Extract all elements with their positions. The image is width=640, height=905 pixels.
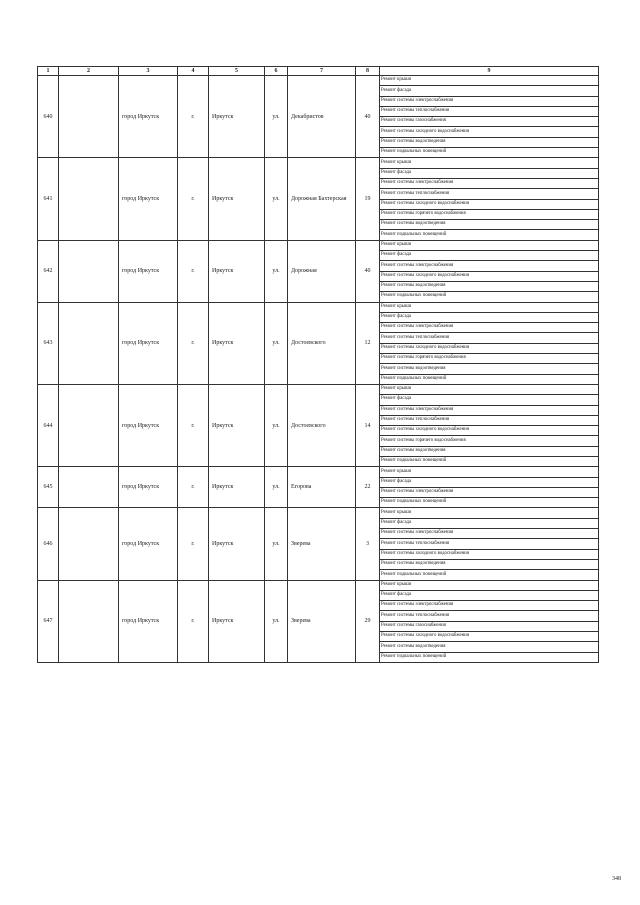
street-cell: Достоевского xyxy=(288,384,356,466)
work-item: Ремонт подвальных помещений xyxy=(380,374,599,384)
work-item: Ремонт системы водоотведения xyxy=(380,220,599,230)
work-item: Ремонт системы водоотведения xyxy=(380,446,599,456)
street-cell: Дорожная xyxy=(288,240,356,302)
work-item: Ремонт системы электроснабжения xyxy=(380,323,599,333)
city-type-cell: г. xyxy=(178,302,209,384)
city-cell: город Иркутск xyxy=(119,467,178,508)
work-item: Ремонт системы теплоснабжения xyxy=(380,611,599,621)
work-item: Ремонт крыши xyxy=(380,302,599,312)
header-cell: 1 xyxy=(38,67,59,76)
work-item: Ремонт фасада xyxy=(380,518,599,528)
table-row xyxy=(38,76,599,86)
work-item: Ремонт системы газоснабжения xyxy=(380,621,599,631)
work-item: Ремонт системы водоотведения xyxy=(380,281,599,291)
street-type-cell: ул. xyxy=(265,302,288,384)
house-number-cell: 29 xyxy=(356,580,380,662)
street-cell: Зверева xyxy=(288,580,356,662)
header-cell: 9 xyxy=(380,67,599,76)
work-item: Ремонт системы газоснабжения xyxy=(380,117,599,127)
header-cell: 6 xyxy=(265,67,288,76)
work-item: Ремонт системы холодного водоснабжения xyxy=(380,426,599,436)
table-body xyxy=(38,76,599,663)
empty-cell xyxy=(59,302,119,384)
city-cell: город Иркутск xyxy=(119,76,178,158)
work-item: Ремонт подвальных помещений xyxy=(380,230,599,240)
header-cell: 7 xyxy=(288,67,356,76)
house-number-cell: 19 xyxy=(356,158,380,240)
settlement-cell: Иркутск xyxy=(209,158,265,240)
table-row xyxy=(38,302,599,312)
work-item: Ремонт фасада xyxy=(380,168,599,178)
work-item: Ремонт системы электроснабжения xyxy=(380,405,599,415)
header-cell: 2 xyxy=(59,67,119,76)
work-item: Ремонт системы теплоснабжения xyxy=(380,106,599,116)
city-cell: город Иркутск xyxy=(119,302,178,384)
street-cell: Декабристов xyxy=(288,76,356,158)
street-type-cell: ул. xyxy=(265,467,288,508)
street-type-cell: ул. xyxy=(265,508,288,580)
work-item: Ремонт системы холодного водоснабжения xyxy=(380,343,599,353)
house-number-cell: 40 xyxy=(356,76,380,158)
street-type-cell: ул. xyxy=(265,240,288,302)
street-type-cell: ул. xyxy=(265,76,288,158)
work-item: Ремонт системы электроснабжения xyxy=(380,487,599,497)
header-cell: 4 xyxy=(178,67,209,76)
work-item: Ремонт системы холодного водоснабжения xyxy=(380,127,599,137)
work-item: Ремонт фасада xyxy=(380,312,599,322)
work-item: Ремонт системы водоотведения xyxy=(380,364,599,374)
street-type-cell: ул. xyxy=(265,580,288,662)
empty-cell xyxy=(59,467,119,508)
city-type-cell: г. xyxy=(178,240,209,302)
city-type-cell: г. xyxy=(178,384,209,466)
street-type-cell: ул. xyxy=(265,158,288,240)
row-number: 644 xyxy=(38,384,59,466)
work-item: Ремонт системы теплоснабжения xyxy=(380,415,599,425)
work-item: Ремонт системы электроснабжения xyxy=(380,261,599,271)
header-cell: 5 xyxy=(209,67,265,76)
work-item: Ремонт крыши xyxy=(380,76,599,86)
settlement-cell: Иркутск xyxy=(209,580,265,662)
street-cell: Достоевского xyxy=(288,302,356,384)
row-number: 645 xyxy=(38,467,59,508)
work-item: Ремонт системы электроснабжения xyxy=(380,96,599,106)
city-type-cell: г. xyxy=(178,158,209,240)
table-row xyxy=(38,240,599,250)
work-item: Ремонт системы холодного водоснабжения xyxy=(380,632,599,642)
table-row xyxy=(38,467,599,477)
work-item: Ремонт системы электроснабжения xyxy=(380,178,599,188)
house-number-cell: 12 xyxy=(356,302,380,384)
row-number: 643 xyxy=(38,302,59,384)
works-table xyxy=(37,66,599,663)
street-cell: Зверева xyxy=(288,508,356,580)
work-item: Ремонт системы горячего водоснабжения xyxy=(380,209,599,219)
work-item: Ремонт системы водоотведения xyxy=(380,642,599,652)
work-item: Ремонт фасада xyxy=(380,477,599,487)
settlement-cell: Иркутск xyxy=(209,467,265,508)
house-number-cell: 14 xyxy=(356,384,380,466)
row-number: 642 xyxy=(38,240,59,302)
work-item: Ремонт системы теплоснабжения xyxy=(380,333,599,343)
header-cell: 8 xyxy=(356,67,380,76)
page-number: 348 xyxy=(612,876,621,882)
street-type-cell: ул. xyxy=(265,384,288,466)
work-item: Ремонт системы холодного водоснабжения xyxy=(380,549,599,559)
work-item: Ремонт системы электроснабжения xyxy=(380,601,599,611)
work-item: Ремонт подвальных помещений xyxy=(380,292,599,302)
work-item: Ремонт крыши xyxy=(380,240,599,250)
table-row xyxy=(38,158,599,168)
empty-cell xyxy=(59,580,119,662)
row-number: 640 xyxy=(38,76,59,158)
work-item: Ремонт системы теплоснабжения xyxy=(380,189,599,199)
work-item: Ремонт фасада xyxy=(380,395,599,405)
work-item: Ремонт подвальных помещений xyxy=(380,148,599,158)
work-item: Ремонт подвальных помещений xyxy=(380,652,599,662)
row-number: 647 xyxy=(38,580,59,662)
settlement-cell: Иркутск xyxy=(209,76,265,158)
work-item: Ремонт крыши xyxy=(380,384,599,394)
settlement-cell: Иркутск xyxy=(209,302,265,384)
city-cell: город Иркутск xyxy=(119,508,178,580)
work-item: Ремонт системы горячего водоснабжения xyxy=(380,436,599,446)
work-item: Ремонт крыши xyxy=(380,158,599,168)
house-number-cell: 22 xyxy=(356,467,380,508)
empty-cell xyxy=(59,76,119,158)
work-item: Ремонт системы водоотведения xyxy=(380,137,599,147)
house-number-cell: 3 xyxy=(356,508,380,580)
street-cell: Дорожная Бахтерская xyxy=(288,158,356,240)
work-item: Ремонт крыши xyxy=(380,467,599,477)
empty-cell xyxy=(59,384,119,466)
work-item: Ремонт подвальных помещений xyxy=(380,570,599,580)
work-item: Ремонт подвальных помещений xyxy=(380,456,599,466)
work-item: Ремонт системы холодного водоснабжения xyxy=(380,199,599,209)
empty-cell xyxy=(59,508,119,580)
city-type-cell: г. xyxy=(178,76,209,158)
work-item: Ремонт фасада xyxy=(380,251,599,261)
row-number: 646 xyxy=(38,508,59,580)
empty-cell xyxy=(59,158,119,240)
work-item: Ремонт системы горячего водоснабжения xyxy=(380,354,599,364)
city-type-cell: г. xyxy=(178,508,209,580)
city-cell: город Иркутск xyxy=(119,384,178,466)
row-number: 641 xyxy=(38,158,59,240)
table-row xyxy=(38,508,599,518)
work-item: Ремонт подвальных помещений xyxy=(380,498,599,508)
city-type-cell: г. xyxy=(178,580,209,662)
settlement-cell: Иркутск xyxy=(209,384,265,466)
settlement-cell: Иркутск xyxy=(209,508,265,580)
city-cell: город Иркутск xyxy=(119,240,178,302)
work-item: Ремонт системы теплоснабжения xyxy=(380,539,599,549)
work-item: Ремонт фасада xyxy=(380,590,599,600)
header-cell: 3 xyxy=(119,67,178,76)
city-cell: город Иркутск xyxy=(119,580,178,662)
work-item: Ремонт крыши xyxy=(380,580,599,590)
work-item: Ремонт крыши xyxy=(380,508,599,518)
header-row xyxy=(38,67,599,76)
city-type-cell: г. xyxy=(178,467,209,508)
street-cell: Егорова xyxy=(288,467,356,508)
work-item: Ремонт системы водоотведения xyxy=(380,559,599,569)
work-item: Ремонт системы холодного водоснабжения xyxy=(380,271,599,281)
work-item: Ремонт фасада xyxy=(380,86,599,96)
table-row xyxy=(38,384,599,394)
city-cell: город Иркутск xyxy=(119,158,178,240)
work-item: Ремонт системы электроснабжения xyxy=(380,529,599,539)
settlement-cell: Иркутск xyxy=(209,240,265,302)
empty-cell xyxy=(59,240,119,302)
table-row xyxy=(38,580,599,590)
house-number-cell: 40 xyxy=(356,240,380,302)
